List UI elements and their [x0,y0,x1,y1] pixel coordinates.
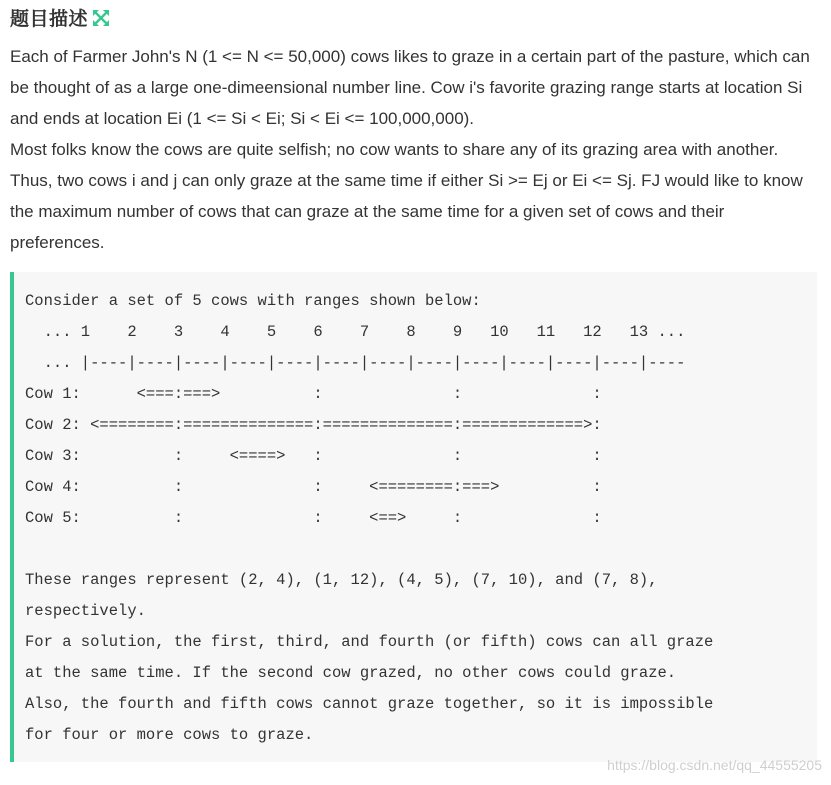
example-line: for four or more cows to graze. [25,726,314,744]
example-line: respectively. [25,602,146,620]
example-line: Cow 2: <========:==============:==============:=============>: [25,416,602,434]
example-line: These ranges represent (2, 4), (1, 12), (4, 5), (7, 10), and (7, 8), [25,571,658,589]
description-paragraph: Each of Farmer John's N (1 <= N <= 50,000) cows likes to graze in a certain part of the pasture, which can be thought of as a large one-dimeensional number line. Cow i's favorite grazing range starts at location Si and ends at location Ei (1 <= Si < Ei; Si < Ei <= 100,000,000). [10,47,810,128]
example-line: ... |----|----|----|----|----|----|----|----|----|----|----|----|---- [25,354,686,372]
section-title: 题目描述 [10,7,89,30]
example-line: ... 1 2 3 4 5 6 7 8 9 10 11 12 13 ... [25,323,686,341]
example-block [10,272,817,762]
example-line: Cow 4: : : <========:===> : [25,478,602,496]
description-paragraph: Most folks know the cows are quite selfish; no cow wants to share any of its grazing area with another. Thus, two cows i and j can only graze at the same time if either Si >= Ej or Ei <= Sj. FJ would like to know the maximum number of cows that can graze at the same time for a given set of cows and their preferences. [10,140,803,252]
watermark: https://blog.csdn.net/qq_44555205 [607,757,822,773]
section-header [10,2,110,32]
example-line: Consider a set of 5 cows with ranges shown below: [25,292,481,310]
example-line: For a solution, the first, third, and fourth (or fifth) cows can all graze [25,633,714,651]
example-line: Cow 3: : <====> : : : [25,447,602,465]
example-line: Cow 5: : : <==> : : [25,509,602,527]
example-line: at the same time. If the second cow grazed, no other cows could graze. [25,664,677,682]
problem-description [10,41,820,258]
expand-icon[interactable] [92,9,110,27]
example-code [25,286,713,751]
example-line: Also, the fourth and fifth cows cannot graze together, so it is impossible [25,695,714,713]
example-line: Cow 1: <===:===> : : : [25,385,602,403]
